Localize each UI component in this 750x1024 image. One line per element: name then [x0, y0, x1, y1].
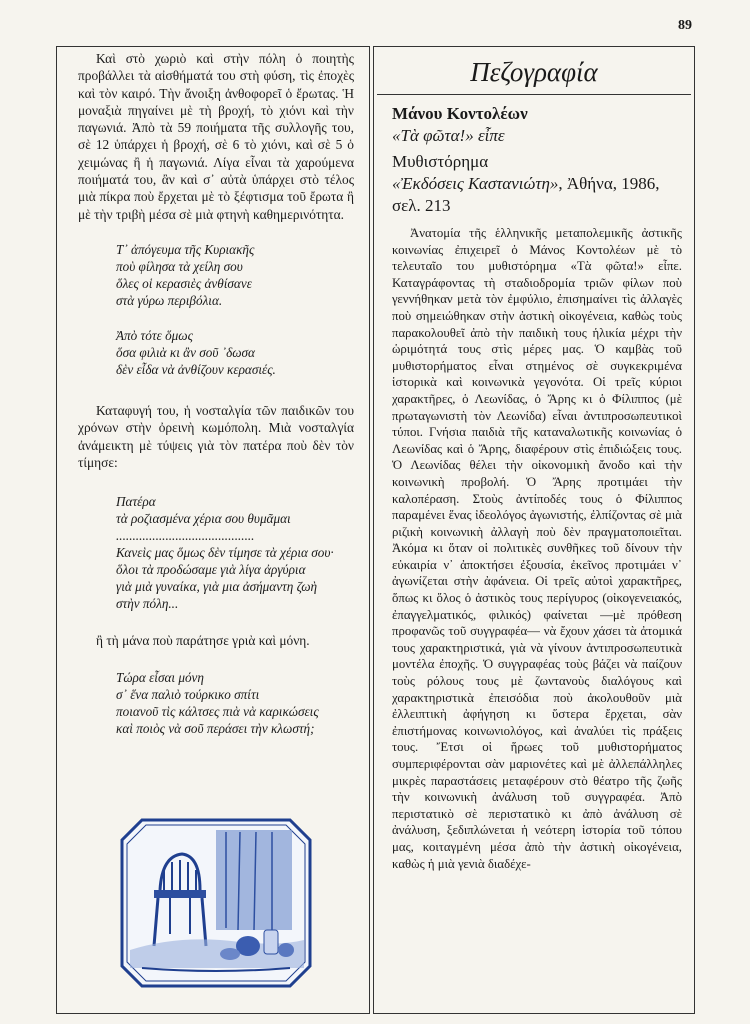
publisher-name: «Ἐκδόσεις Καστανιώτη»	[392, 174, 559, 193]
poem-line: ποιανοῦ τὶς κάλτσες πιὰ νὰ καρικώσεις	[116, 704, 319, 720]
poem-line: ποὺ φίλησα τὰ χείλη σου	[116, 258, 243, 274]
review-text: Ἀνατομία τῆς ἑλληνικῆς μεταπολεμικῆς ἀστικῆς κοινωνίας ἐπιχειρεῖ ὁ Μάνος Κοντολέων μὲ τὸ τελευταῖο του μυθιστόρημα «Τὰ φῶτα!» εἶπε. Καταγράφοντας τὴ σταδιοδρομία τριῶν φίλων ποὺ γεννήθηκαν μετὰ τὸν ἐμφύλιο, ἐπισημαίνει τὶς ἀλλαγὲς ποὺ σημειώθηκαν στὴν ἀστικὴ οἰκογένεια, καθὼς τοὺς παρακολουθεῖ ἀπὸ τὴν παιδικὴ τους ἡλικία μέχρι τὴν ὡριμότητά τους στὶς μέρες μας. Ὁ καμβὰς τοῦ μυθιστορήματος εἶναι στημένος σὲ συγκεκριμένα ἱστορικὰ καὶ κοινωνικὰ γεγονότα. Οἱ τρεῖς κύριοι χαρακτῆρες, ὁ Λεωνίδας, ὁ Ἄρης κι ὁ Φίλιππος (μὲ πρωταγωνιστὴ τὸν Λεωνίδα) εἶναι ἀντιπροσωπευτικοὶ τύποι. Γνήσια παιδιὰ τῆς καταναλωτικῆς κοινωνίας ὁ Λεωνίδας καὶ ὁ Ἄρης, διαφέρουν στὶς ἐπιδιώξεις τους. Ὁ Λεωνίδας θέλει τὴν οἰκονομικὴ ἄνοδο καὶ τὴν κοινωνικὴ προβολή. Ὁ Ἄρης προτιμάει τὴν καλοπέραση. Στοὺς ἀντίποδές τους ὁ Φίλιππος παραμένει ἕνας ἰδεολόγος ἀγωνιστής, ἐλπίζοντας σὲ μιὰ ριζικὴ κοινωνικὴ ἀλλαγὴ ποὺ δὲν πραγματοποιεῖται. Ἀκόμα κι ὅταν οἱ πολιτικὲς συνθῆκες τοῦ δίνουν τὴν εὐκαιρία ν᾽ ἀποκτήσει ἐξουσία, ἐκεῖνος προτιμάει ν᾽ ἀγωνίζεται στὴν ἀφάνεια. Οἱ τρεῖς αὐτοὶ χαρακτῆρες, ὅπως κι ὅλος ὁ ἀστικὸς τους περίγυρος (οἰκογενειακός, ἐπαγγελματικός, φιλικός) φαίνεται —μὲ πρόθεση προφανῶς τοῦ συγγραφέα— νὰ ἔχουν χάσει τὰ ἀτομικά τους χαρακτηριστικά, γιὰ νὰ γίνουν ἀντιπροσωπευτικὰ μοντέλα ἐποχῆς. Ὁ συγγραφέας τοὺς βάζει νὰ παίζουν τοὺς ρόλους τους μὲ ζωντανοὺς διαλόγους καὶ χαρακτηριστικὰ ἐπεισόδια ποὺ ἀκολουθοῦν μιὰ ἐλλειπτικὴ ἀφήγηση κι ὕστερα ἔρχεται, σὰν ἐπιστήμονας κοινωνιολόγος, καὶ ἀναλύει τὶς πράξεις τους. Ἔτσι οἱ ἥρωες τοῦ μυθιστορήματος συμπεριφέρονται σὰν μαριονέτες καὶ μὲ ἀλλεπάλληλες μικρὲς παραστάσεις μεταφέρουν στὸ θέατρο τῆς ζωῆς τὴν κοινωνικὴ ἀνάλυση τοῦ συγγραφέα. Ἀπὸ περιστατικὸ σὲ περιστατικὸ κι ἀπὸ ἀνάλυση σὲ ἀνάλυση, ξεδιπλώνεται ἡ νεότερη ἱστορία τοῦ τόπου μας, κοιταγμένη μέσα ἀπὸ τὴν ἀστικὴ οἰκογένεια, καθὼς ἡ μιὰ γενιὰ διαδέχε-	[392, 226, 682, 871]
poem-line: δὲν εἶδα νὰ ἀνθίζουν κερασιές.	[116, 361, 276, 377]
poem-line: Πατέρα	[116, 494, 156, 510]
poem-excerpt	[116, 241, 354, 309]
poem-line: στὰ γύρω περιβόλια.	[116, 292, 223, 308]
poem-excerpt	[116, 327, 354, 378]
poem-excerpt	[116, 493, 354, 612]
paragraph: ἢ τὴ μάνα ποὺ παράτησε γριὰ καὶ μόνη.	[96, 633, 310, 649]
poem-line: ὅλες οἱ κερασιὲς ἀνθίσανε	[116, 275, 252, 291]
book-title: «Τὰ φῶτα!» εἶπε	[392, 126, 505, 145]
poem-line: Τ᾽ ἀπόγευμα τῆς Κυριακῆς	[116, 241, 255, 257]
book-genre: Μυθιστόρημα	[392, 152, 489, 171]
poem-line: Τώρα εἶσαι μόνη	[116, 670, 204, 686]
section-title: Πεζογραφία	[377, 50, 691, 95]
paragraph: Καταφυγή του, ἡ νοσταλγία τῶν παιδικῶν του χρόνων στὴν ὀρεινὴ κωμόπολη. Μιὰ νοσταλγία ἀνάμεικτη μὲ τύψεις γιὰ τὸν πατέρα ποὺ δὲν τὸν τίμησε:	[78, 402, 354, 470]
poem-line: ..........................................	[116, 528, 255, 544]
publication-details: , Ἀθήνα, 1986, σελ. 213	[392, 174, 660, 215]
poem-line: Κανεὶς μας ὅμως δὲν τίμησε τὰ χέρια σου·	[116, 545, 334, 561]
author-name: Μάνου Κοντολέων	[392, 104, 528, 123]
poem-line: ὅλοι τὰ προδώσαμε γιὰ λίγα ἀργύρια	[116, 562, 306, 578]
paragraph: Καὶ στὸ χωριὸ καὶ στὴν πόλη ὁ ποιητὴς προβάλλει τὰ αἰσθήματά του στὴ φύση, τὶς ἐποχὲς καὶ τὸν καιρό. Τὴν ἄνοιξη ἀνθοφορεῖ ὁ ἔρωτας. Ἡ μοναξιὰ πηγαίνει μὲ τὴ βροχή, τὸ χιόνι καὶ τὴν παγωνιά. Ἀπὸ τὰ 59 ποιήματα τῆς συλλογῆς του, σὲ 12 ὑπάρχει ἡ βροχή, σὲ 6 τὸ χιόνι, καὶ σὲ 5 ὁ χειμώνας ἢ ἡ παγωνιά. Λίγα εἶναι τὰ χαρούμενα ποιήματά του, ἂν καὶ σ᾽ αὐτὰ ὑπάρχει στὸ τέλος μιὰ πίκρα ποὺ ἔρχεται μὲ τὸ ξέφτισμα τοῦ ἔρωτα ἢ μὲ τὴν τριβὴ μέσα σὲ μιὰ φτηνὴ καθημερινότητα.	[78, 51, 354, 222]
poem-line: καὶ ποιὸς νὰ σοῦ περάσει τὴν κλωστή;	[116, 721, 315, 737]
publisher-line	[392, 173, 682, 217]
book-review-column	[392, 103, 682, 872]
poem-line: Ἀπὸ τότε ὅμως	[116, 327, 193, 343]
poem-line: στὴν πόλη...	[116, 596, 179, 612]
page-number: 89	[678, 18, 692, 33]
poem-line: ὅσα φιλιὰ κι ἂν σοῦ ᾽δωσα	[116, 344, 255, 360]
poem-excerpt	[116, 669, 354, 737]
poetry-review-column	[78, 50, 354, 737]
poem-line: τὰ ροζιασμένα χέρια σου θυμᾶμαι	[116, 511, 291, 527]
poem-line: σ᾽ ἕνα παλιὸ τούρκικο σπίτι	[116, 687, 260, 703]
poem-line: γιὰ μιὰ γυναίκα, γιὰ μια ἀσήμαντη ζωὴ	[116, 579, 318, 595]
blue-tile-illustration	[120, 818, 312, 988]
